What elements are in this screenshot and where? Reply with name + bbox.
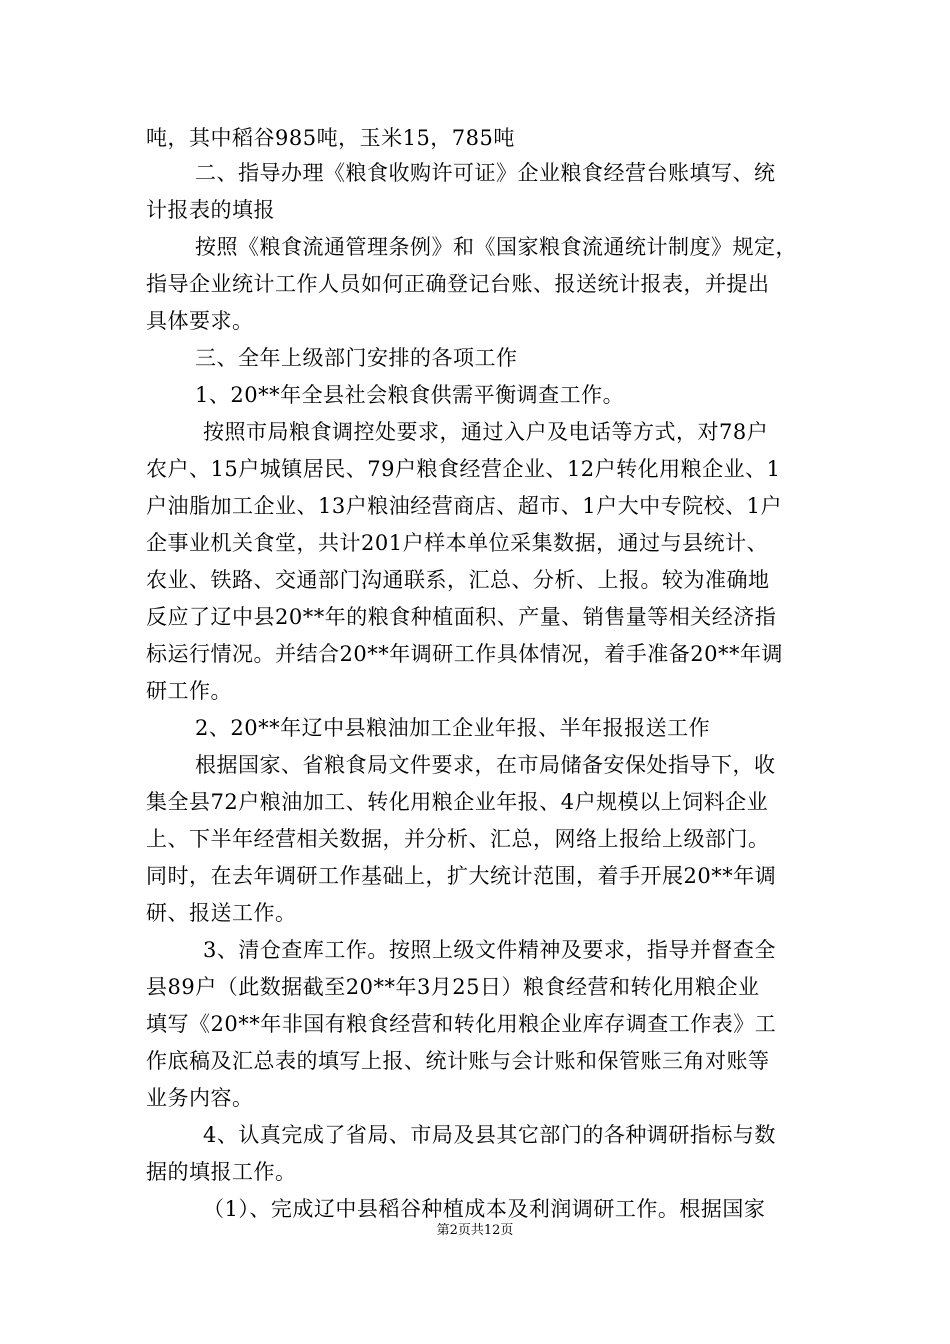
text-line-3: 计报表的填报 bbox=[146, 198, 275, 222]
text-line-19: 集全县72户粮油加工、转化用粮企业年报、4户规模以上饲料企业 bbox=[146, 790, 769, 814]
text-line-11: 户油脂加工企业、13户粮油经营商店、超市、1户大中专院校、1户 bbox=[146, 494, 782, 518]
text-line-21: 同时，在去年调研工作基础上，扩大统计范围，着手开展20**年调 bbox=[146, 864, 777, 888]
text-line-22: 研、报送工作。 bbox=[146, 901, 297, 925]
item-heading-4: 4、认真完成了省局、市局及县其它部门的各种调研指标与数 bbox=[203, 1123, 776, 1147]
item-heading-1: 1、20**年全县社会粮食供需平衡调查工作。 bbox=[195, 383, 625, 407]
text-line-15: 标运行情况。并结合20**年调研工作具体情况，着手准备20**年调 bbox=[146, 642, 783, 666]
item-heading-2: 2、20**年辽中县粮油加工企业年报、半年报报送工作 bbox=[195, 716, 711, 740]
text-line-30: （1）、完成辽中县稻谷种植成本及利润调研工作。根据国家 bbox=[203, 1197, 766, 1221]
text-line-27: 业务内容。 bbox=[146, 1086, 254, 1110]
page-number-footer: 第2页共12页 bbox=[436, 1223, 514, 1238]
text-line-5: 指导企业统计工作人员如何正确登记台账、报送统计报表，并提出 bbox=[146, 272, 770, 296]
text-line-13: 农业、铁路、交通部门沟通联系，汇总、分析、上报。较为准确地 bbox=[146, 568, 770, 592]
section-heading-3: 三、全年上级部门安排的各项工作 bbox=[195, 346, 518, 370]
text-line-10: 农户、15户城镇居民、79户粮食经营企业、12户转化用粮企业、1 bbox=[146, 457, 781, 481]
text-line-24: 县89户（此数据截至20**年3月25日）粮食经营和转化用粮企业 bbox=[146, 975, 760, 999]
text-line-14: 反应了辽中县20**年的粮食种植面积、产量、销售量等相关经济指 bbox=[146, 605, 777, 629]
text-line-1: 吨，其中稻谷985吨，玉米15，785吨 bbox=[146, 126, 515, 150]
section-heading-2: 二、指导办理《粮食收购许可证》企业粮食经营台账填写、统 bbox=[195, 161, 776, 185]
item-heading-3: 3、清仓查库工作。按照上级文件精神及要求，指导并督查全 bbox=[203, 938, 776, 962]
text-line-29: 据的填报工作。 bbox=[146, 1160, 297, 1184]
text-line-16: 研工作。 bbox=[146, 679, 232, 703]
text-line-6: 具体要求。 bbox=[146, 309, 254, 333]
text-line-4: 按照《粮食流通管理条例》和《国家粮食流通统计制度》规定， bbox=[195, 235, 797, 259]
text-line-20: 上、下半年经营相关数据，并分析、汇总，网络上报给上级部门。 bbox=[146, 827, 770, 851]
text-line-9: 按照市局粮食调控处要求，通过入户及电话等方式，对78户 bbox=[203, 420, 769, 444]
text-line-25: 填写《20**年非国有粮食经营和转化用粮企业库存调查工作表》工 bbox=[146, 1012, 777, 1036]
text-line-18: 根据国家、省粮食局文件要求，在市局储备安保处指导下，收 bbox=[195, 753, 776, 777]
text-line-26: 作底稿及汇总表的填写上报、统计账与会计账和保管账三角对账等 bbox=[146, 1049, 770, 1073]
text-line-12: 企事业机关食堂，共计201户样本单位采集数据，通过与县统计、 bbox=[146, 531, 769, 555]
